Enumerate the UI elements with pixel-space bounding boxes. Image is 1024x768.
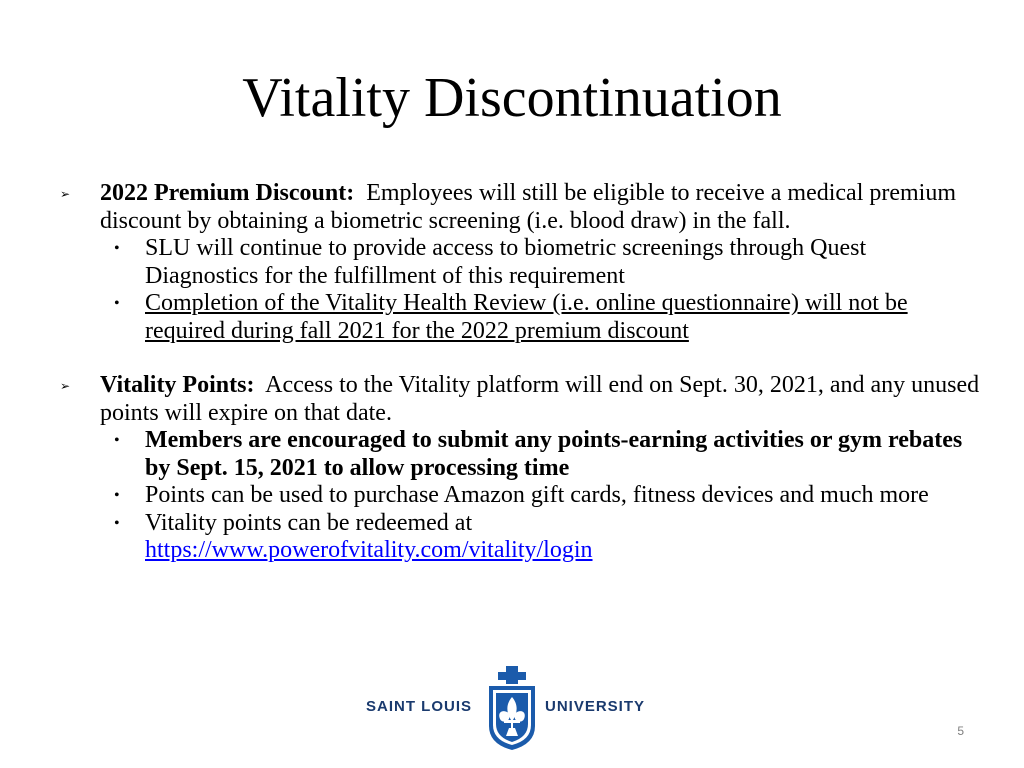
premium-discount-lead: 2022 Premium Discount: (100, 180, 355, 206)
bullet-text: Completion of the Vitality Health Review (i.e. online questionnaire) will not be required during fall 2021 for the 2022 premium discount (145, 290, 908, 344)
vitality-points-section (60, 372, 980, 565)
list-item (100, 290, 980, 345)
fleur-de-lis-seal-icon (485, 664, 539, 752)
arrow-bullet-icon: ➢ (60, 187, 71, 201)
list-item (100, 510, 980, 565)
vitality-points-bullets (100, 427, 980, 565)
bullet-text: Members are encouraged to submit any points-earning activities or gym rebates by Sept. 15, 2021 to allow processing time (145, 427, 963, 481)
dot-bullet-icon: • (114, 487, 120, 504)
premium-discount-bullets (100, 235, 980, 345)
arrow-bullet-icon: ➢ (60, 379, 71, 393)
logo-right-word: UNIVERSITY (545, 698, 646, 715)
bullet-text: Vitality points can be redeemed at (145, 509, 473, 536)
dot-bullet-icon: • (114, 432, 120, 449)
list-item (100, 482, 980, 510)
list-item (100, 235, 980, 290)
slide-title: Vitality Discontinuation (242, 67, 782, 129)
logo-left-word: SAINT LOUIS (366, 698, 473, 715)
dot-bullet-icon: • (114, 240, 120, 257)
premium-discount-section (60, 180, 980, 345)
premium-discount-paragraph (100, 180, 980, 235)
bullet-text: SLU will continue to provide access to biometric screenings through Quest Diagnostics for the fulfillment of this requirement (145, 235, 867, 289)
page-number: 5 (957, 724, 964, 738)
vitality-login-link[interactable]: https://www.powerofvitality.com/vitality/login (145, 537, 593, 563)
saint-louis-university-logo (360, 664, 660, 752)
dot-bullet-icon: • (114, 514, 120, 532)
premium-discount-text: Employees will still be eligible to receive a medical premium discount by obtaining a biometric screening (i.e. blood draw) in the fall. (100, 180, 957, 234)
vitality-points-paragraph (100, 372, 980, 427)
dot-bullet-icon: • (114, 295, 120, 312)
bullet-text: Points can be used to purchase Amazon gift cards, fitness devices and much more (145, 482, 929, 508)
vitality-points-text: Access to the Vitality platform will end on Sept. 30, 2021, and any unused points will expire on that date. (100, 372, 980, 426)
slide-content (60, 180, 980, 565)
list-item (100, 427, 980, 482)
vitality-points-lead: Vitality Points: (100, 372, 255, 398)
